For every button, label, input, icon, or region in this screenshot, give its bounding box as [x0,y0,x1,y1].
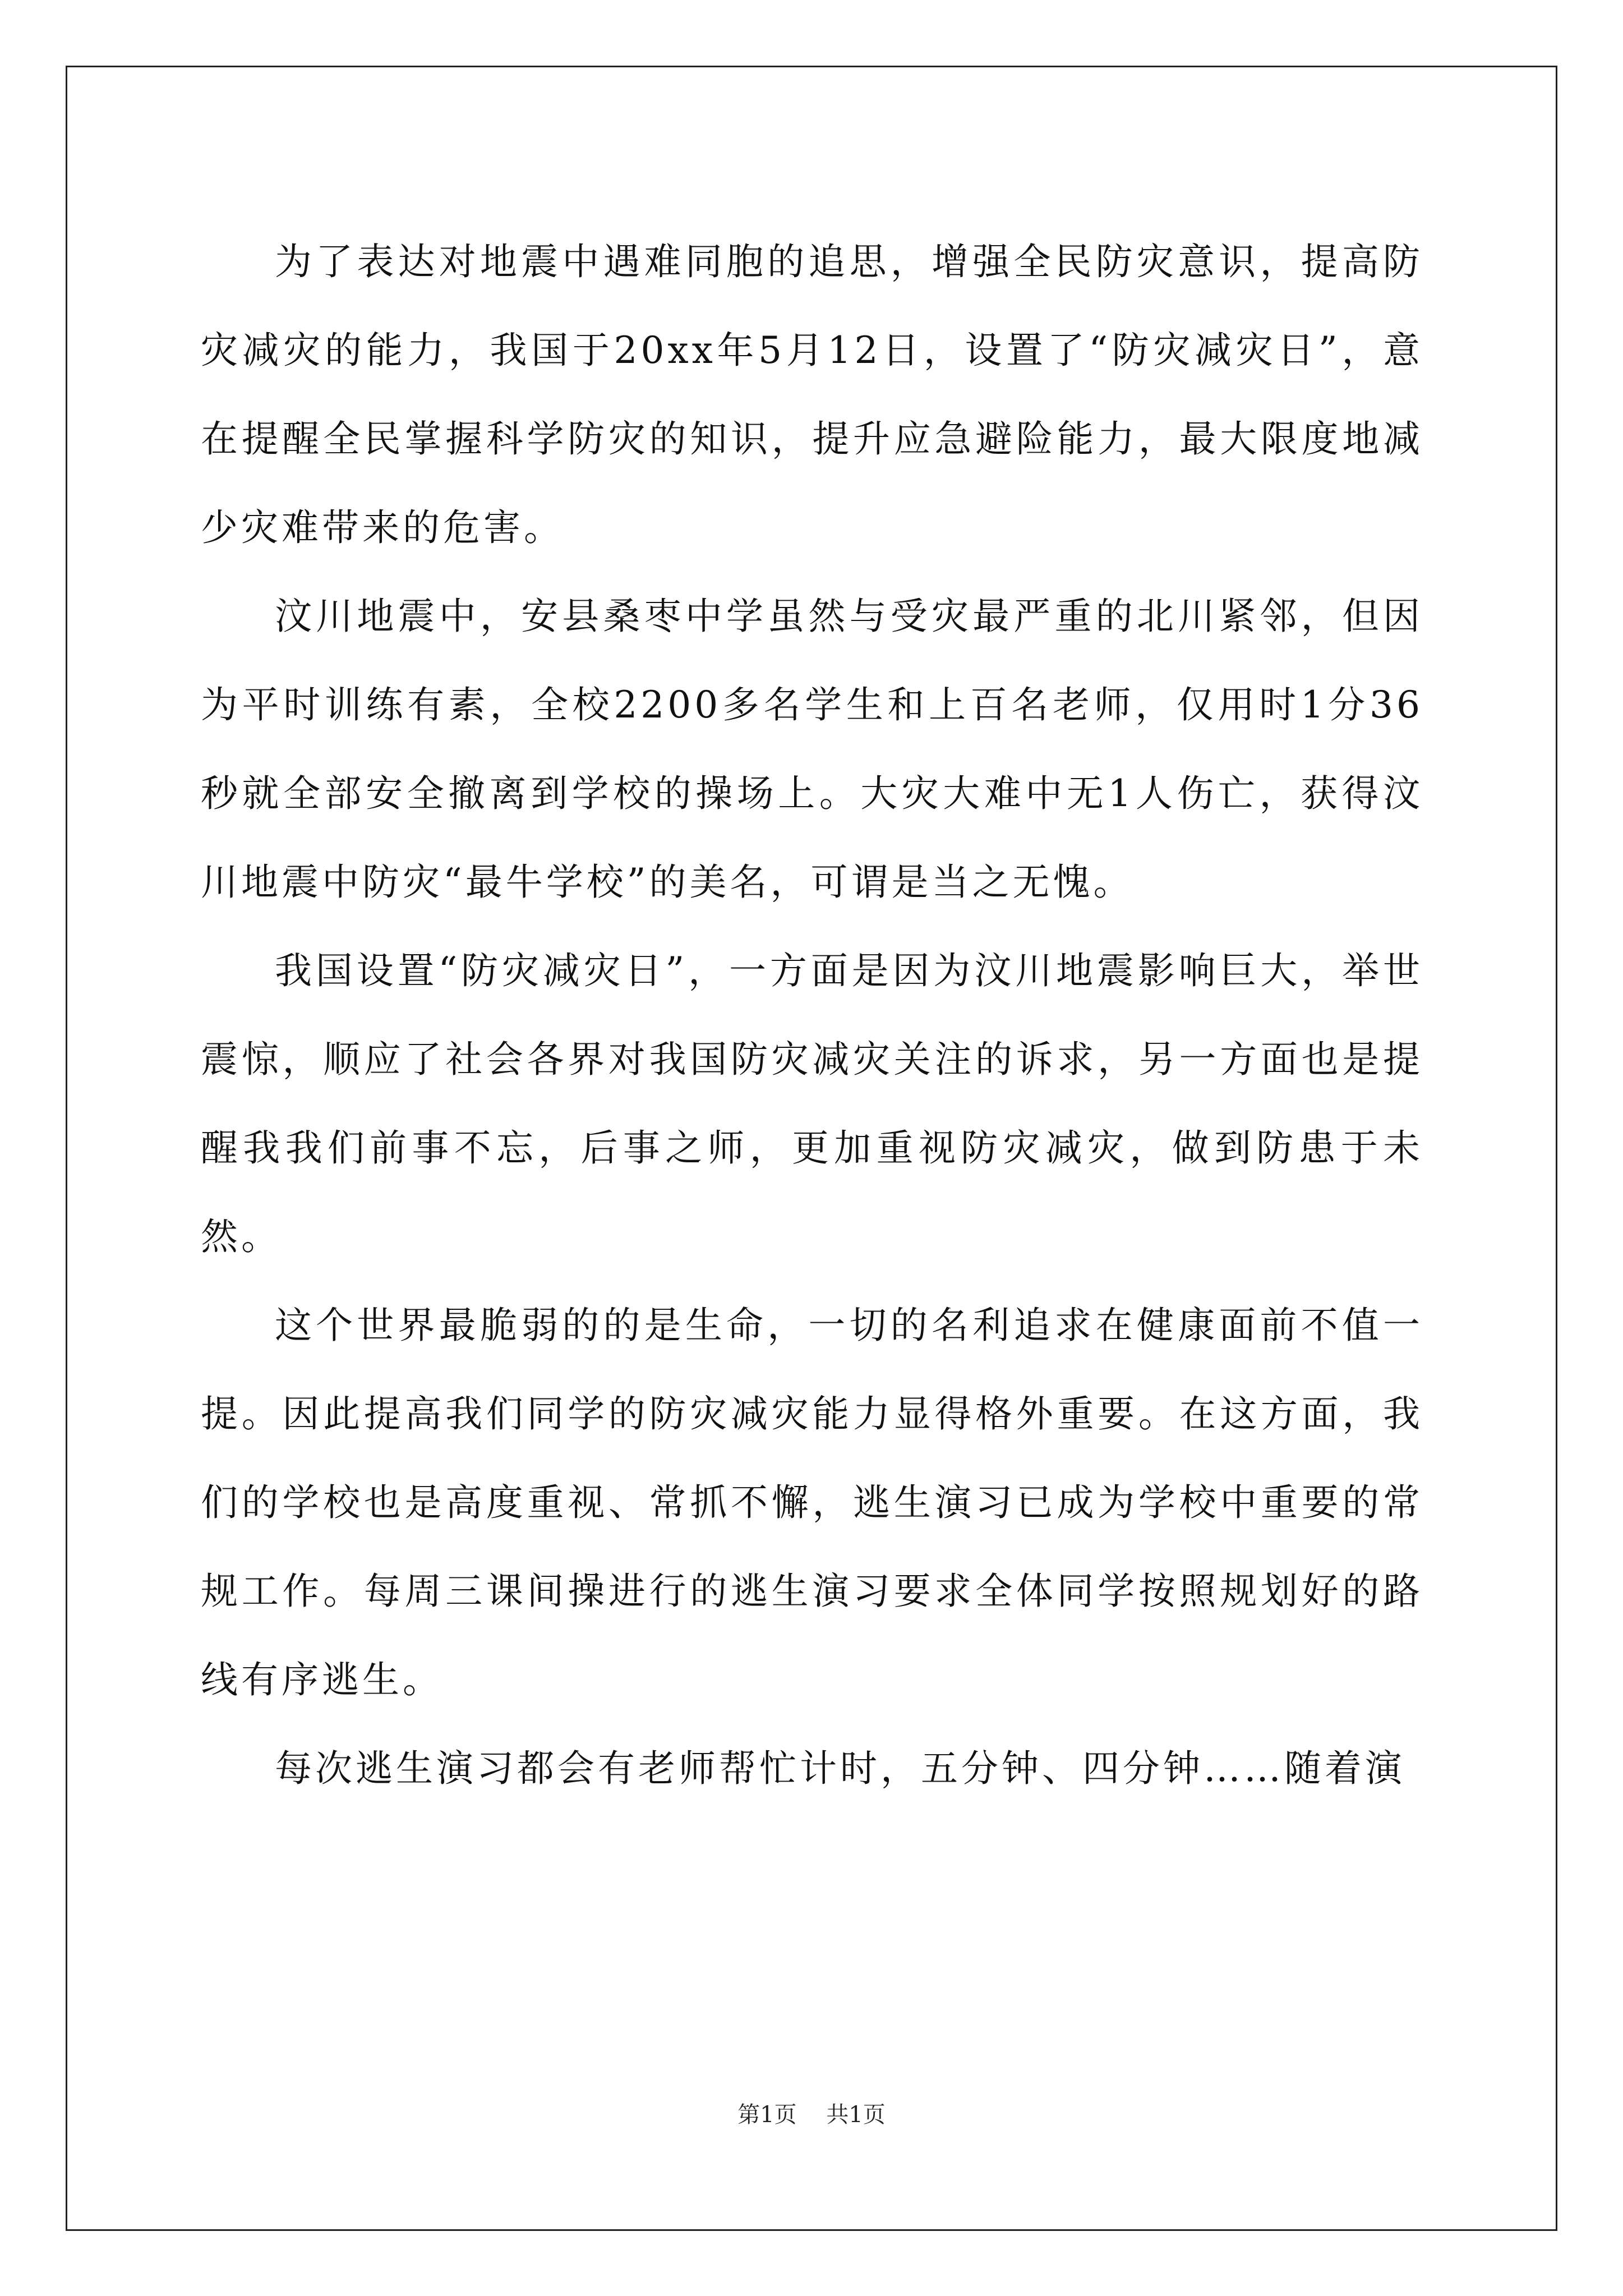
page-number-current: 第1页 [737,2102,797,2128]
paragraph: 每次逃生演习都会有老师帮忙计时，五分钟、四分钟……随着演 [275,1747,1405,1790]
page-number-total: 共1页 [826,2102,886,2128]
paragraph: 这个世界最脆弱的的是生命，一切的名利追求在健康面前不值一提。因此提高我们同学的防灾减灾能力显得格外重要。在这方面，我们的学校也是高度重视、常抓不懈，逃生演习已成为学校中重要的常规工作。每周三课间操进行的逃生演习要求全体同学按照规划好的路线有序逃生。 [201,1304,1423,1701]
document-body [201,218,1423,1813]
paragraph: 我国设置“防灾减灾日”，一方面是因为汶川地震影响巨大，举世震惊，顺应了社会各界对我国防灾减灾关注的诉求，另一方面也是提醒我我们前事不忘，后事之师，更加重视防灾减灾，做到防患于未然。 [201,949,1423,1258]
page-footer [0,2101,1623,2129]
paragraph: 为了表达对地震中遇难同胞的追思，增强全民防灾意识，提高防灾减灾的能力，我国于20xx年5月12日，设置了“防灾减灾日”，意在提醒全民掌握科学防灾的知识，提升应急避险能力，最大限度地减少灾难带来的危害。 [201,240,1423,549]
paragraph: 汶川地震中，安县桑枣中学虽然与受灾最严重的北川紧邻，但因为平时训练有素，全校2200多名学生和上百名老师，仅用时1分36秒就全部安全撤离到学校的操场上。大灾大难中无1人伤亡，获得汶川地震中防灾“最牛学校”的美名，可谓是当之无愧。 [201,595,1423,904]
